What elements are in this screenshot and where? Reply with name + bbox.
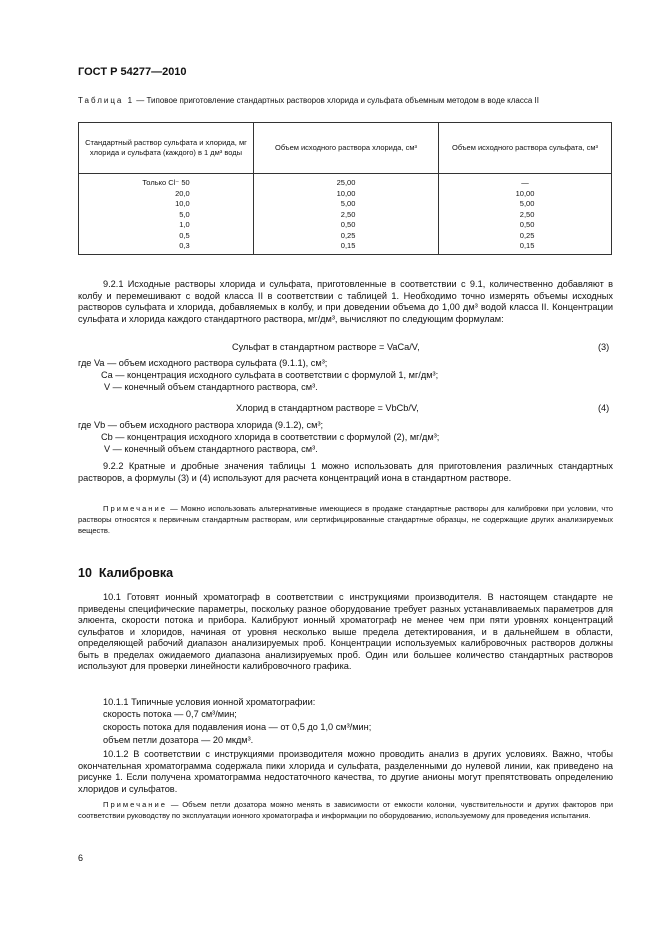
table-cell-c2-3: 2,50: [340, 209, 356, 219]
table-cell-c2-0: 25,00: [336, 178, 356, 187]
table-cell-c3-6: 0,15: [519, 241, 535, 250]
table-cell-c3-3: 2,50: [519, 209, 535, 219]
note-1-text: — Можно использовать альтернативные имеющиеся в продаже стандартные растворы для калибровки при условии, что растворы относятся к первичным стандартным растворам, или сертифицированные стандартные образцы, не содержащие других анализируемых веществ.: [78, 504, 613, 535]
table-header-row: [79, 123, 612, 174]
table-cell-c3-2: 5,00: [519, 199, 535, 208]
p-10-1-1-line-1: 10.1.1 Типичные условия ионной хроматографии:: [103, 697, 316, 707]
table-cell-c3-5: 0,25: [519, 230, 535, 240]
table-cell-c3-1: 10,00: [515, 188, 535, 198]
table-cell-c3-0: —: [521, 178, 529, 187]
col2-header: Объем исходного раствора хлорида, см³: [254, 123, 439, 174]
note-1: [78, 503, 613, 536]
note-2-label: Примечание: [103, 800, 167, 809]
table-cell-c2-2: 5,00: [340, 199, 356, 208]
col2-list: [337, 178, 356, 252]
table-cell-c2-6: 0,15: [340, 241, 356, 250]
note-2-text: — Объем петли дозатора можно менять в зависимости от емкости колонки, чувствительности и других факторов при соответствии руководству по эксплуатации ионного хроматографа и информации по оборудованию, используемому для проведения испытания.: [78, 800, 613, 820]
formula-4-text: Хлорид в стандартном растворе = VbCb/V,: [236, 403, 419, 413]
where-4-line-3: V — конечный объем стандартного раствора, см³.: [104, 444, 318, 454]
table-cell-c1-0: Только Cl⁻ 50: [142, 178, 190, 187]
table-cell-c1-2: 10,0: [175, 199, 190, 208]
table-caption-label: Таблица 1: [78, 96, 135, 105]
formula-3-text: Сульфат в стандартном растворе = VaCa/V,: [232, 342, 420, 352]
col3-header: Объем исходного раствора сульфата, см³: [439, 123, 612, 174]
where-4-line-1: где Vb — объем исходного раствора хлорида (9.1.2), см³;: [78, 420, 324, 430]
table-cell-c3-4: 0,50: [519, 220, 535, 229]
formula-4: [236, 403, 419, 413]
table-cell-c2-1: 10,00: [336, 188, 356, 198]
where-3-line-1: где Va — объем исходного раствора сульфата (9.1.1), см³;: [78, 358, 328, 368]
formula-4-number: (4): [598, 403, 610, 413]
note-1-label: Примечание: [103, 504, 167, 513]
section-10-number: 10: [78, 566, 92, 580]
section-10-title: Калибровка: [98, 566, 174, 580]
col1-list: [142, 178, 189, 252]
col1-values: [79, 174, 254, 255]
formula-3: [232, 342, 420, 352]
section-10-heading: [78, 566, 173, 580]
paragraph-10-1-2: 10.1.2 В соответствии с инструкциями производителя можно проводить анализ в других условиях. Важно, чтобы окончательная хроматограмма содержала пики хлорида и сульфата, разделенными до нулевой линии, как приведено на рисунке 1. Если получена хроматограмма недостаточного качества, то другие анионы могут препятствовать определению хлоридов и сульфатов.: [78, 749, 613, 794]
paragraph-9-2-1: 9.2.1 Исходные растворы хлорида и сульфата, приготовленные в соответствии с 9.1, количественно добавляют в колбу и перемешивают с водой класса II в соответствии с таблицей 1. Необходимо точно измерять объемы исходных растворов сульфата и хлорида, добавляемых в колбу, и при доведении объема до 1,00 дм³ водой класса II. Концентрации сульфата и хлорида каждого стандартного раствора, мг/дм³, вычисляют по следующим формулам:: [78, 279, 613, 324]
table-cell-c1-1: 20,0: [175, 188, 190, 198]
paragraph-10-1: 10.1 Готовят ионный хроматограф в соответствии с инструкциями производителя. В настоящем стандарте не приведены специфические параметры, поскольку разное оборудование требует разных устанавливаемых параметров для элюента, скорости потока и прибора. Калибруют ионный хроматограф не менее чем при пяти уровнях концентраций сульфатов и хлоридов, начиная от уровня несколько выше предела детектирования, и в дальнейшем в области, определяющей рабочий диапазон анализируемых проб. Концентрации используемых калибровочных растворов должны быть в пределах ожидаемого диапазона анализируемых проб. Один или большее количество стандартных растворов используют для проверки линейности калибровочного графика.: [78, 592, 613, 671]
col3-values: [439, 174, 612, 255]
table-body-row: [79, 174, 612, 255]
where-4-line-2: Cb — концентрация исходного хлорида в соответствии с формулой (2), мг/дм³;: [101, 432, 440, 442]
where-3-line-2: Ca — концентрация исходного сульфата в соответствии с формулой 1, мг/дм³;: [101, 370, 439, 380]
table-cell-c1-5: 0,5: [179, 230, 190, 240]
table-caption-text: — Типовое приготовление стандартных растворов хлорида и сульфата объемным методом в воде класса II: [134, 96, 539, 105]
table-cell-c2-4: 0,50: [340, 220, 356, 229]
p-10-1-1-line-3: скорость потока для подавления иона — от 0,5 до 1,0 см³/мин;: [103, 722, 372, 732]
p-10-1-1-line-2: скорость потока — 0,7 см³/мин;: [103, 709, 237, 719]
table-cell-c1-3: 5,0: [179, 209, 190, 219]
p-10-1-1-line-4: объем петли дозатора — 20 мкдм³.: [103, 735, 254, 745]
note-2: [78, 799, 613, 821]
paragraph-9-2-2: 9.2.2 Кратные и дробные значения таблицы 1 можно использовать для приготовления различных стандартных растворов, а формулы (3) и (4) используют для расчета концентраций иона в стандартном растворе.: [78, 461, 613, 483]
col3-list: [516, 178, 535, 252]
page-number: 6: [78, 853, 84, 863]
standards-table: [78, 122, 612, 255]
document-header: ГОСТ Р 54277—2010: [78, 66, 187, 78]
table-caption: [78, 95, 613, 107]
table-cell-c1-4: 1,0: [179, 220, 190, 229]
formula-3-number: (3): [598, 342, 610, 352]
where-3-line-3: V — конечный объем стандартного раствора, см³.: [104, 382, 318, 392]
col1-header: Стандартный раствор сульфата и хлорида, мг хлорида и сульфата (каждого) в 1 дм³ воды: [79, 123, 254, 174]
table-cell-c2-5: 0,25: [340, 230, 356, 240]
col2-values: [254, 174, 439, 255]
table-cell-c1-6: 0,3: [179, 241, 190, 250]
